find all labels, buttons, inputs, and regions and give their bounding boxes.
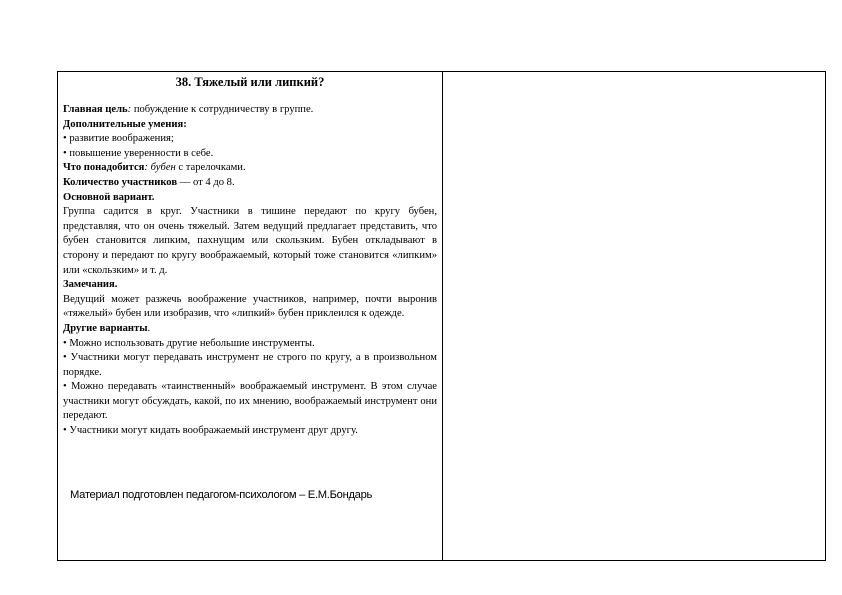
count-text: — от 4 до 8.: [177, 176, 235, 188]
main-label: [63, 191, 437, 206]
column-divider: [442, 72, 443, 560]
goal-text: побуждение к сотрудничеству в группе.: [131, 104, 314, 115]
other-item: • Участники могут кидать воображаемый инструмент друг другу.: [63, 425, 358, 437]
main-paragraph: Группа садится в круг. Участники в тишине передают по кругу бубен, представляя, что он очень тяжелый. Затем ведущий предлагает представить, что бубен становится липким, пахнущим или скользким. Бубен откладывают в сторону и передают по кругу воображаемый, который тоже становится «липким» или «скользким» и т. д.: [63, 206, 437, 276]
goal-colon: :: [127, 104, 132, 115]
goal-line: [63, 103, 437, 118]
right-cell: [446, 72, 825, 560]
skill-item: • развитие воображения;: [63, 133, 174, 145]
skills-label-text: Дополнительные умения:: [63, 118, 187, 130]
need-label: Что понадобится: [63, 162, 145, 174]
other-item: • Можно передавать «таинственный» воображаемый инструмент. В этом случае участники могут обсуждать, какой, по их мнению, воображаемый инструмент они передают.: [63, 381, 437, 422]
count-label: Количество участников: [63, 176, 178, 188]
left-cell: [63, 75, 437, 439]
card-title: 38. Тяжелый или липкий?: [175, 75, 325, 89]
author-credit: Материал подготовлен педагогом-психологом – Е.М.Бондарь: [70, 489, 373, 501]
need-colon: :: [144, 162, 148, 174]
skill-item: • повышение уверенности в себе.: [63, 147, 214, 159]
notes-label-text: Замечания.: [63, 279, 118, 291]
need-line: [63, 161, 437, 176]
other-dot: .: [147, 322, 151, 334]
other-item: • Участники могут передавать инструмент не строго по кругу, а в произвольном порядке.: [63, 352, 437, 378]
other-label-text: Другие варианты: [63, 322, 148, 334]
document-table: [57, 71, 826, 561]
need-italic: бубен: [147, 162, 176, 174]
other-item: • Можно использовать другие небольшие инструменты.: [63, 337, 315, 349]
notes-label: [63, 278, 437, 293]
other-label: [63, 322, 437, 337]
goal-label: Главная цель: [63, 104, 128, 115]
need-text: с тарелочками.: [175, 162, 246, 174]
count-line: [63, 176, 437, 191]
skills-label: [63, 118, 437, 133]
notes-paragraph: Ведущий может разжечь воображение участников, например, почти выронив «тяжелый» бубен или изобразив, что «липкий» бубен приклеился к одежде.: [63, 293, 437, 320]
main-label-text: Основной вариант.: [63, 191, 155, 203]
